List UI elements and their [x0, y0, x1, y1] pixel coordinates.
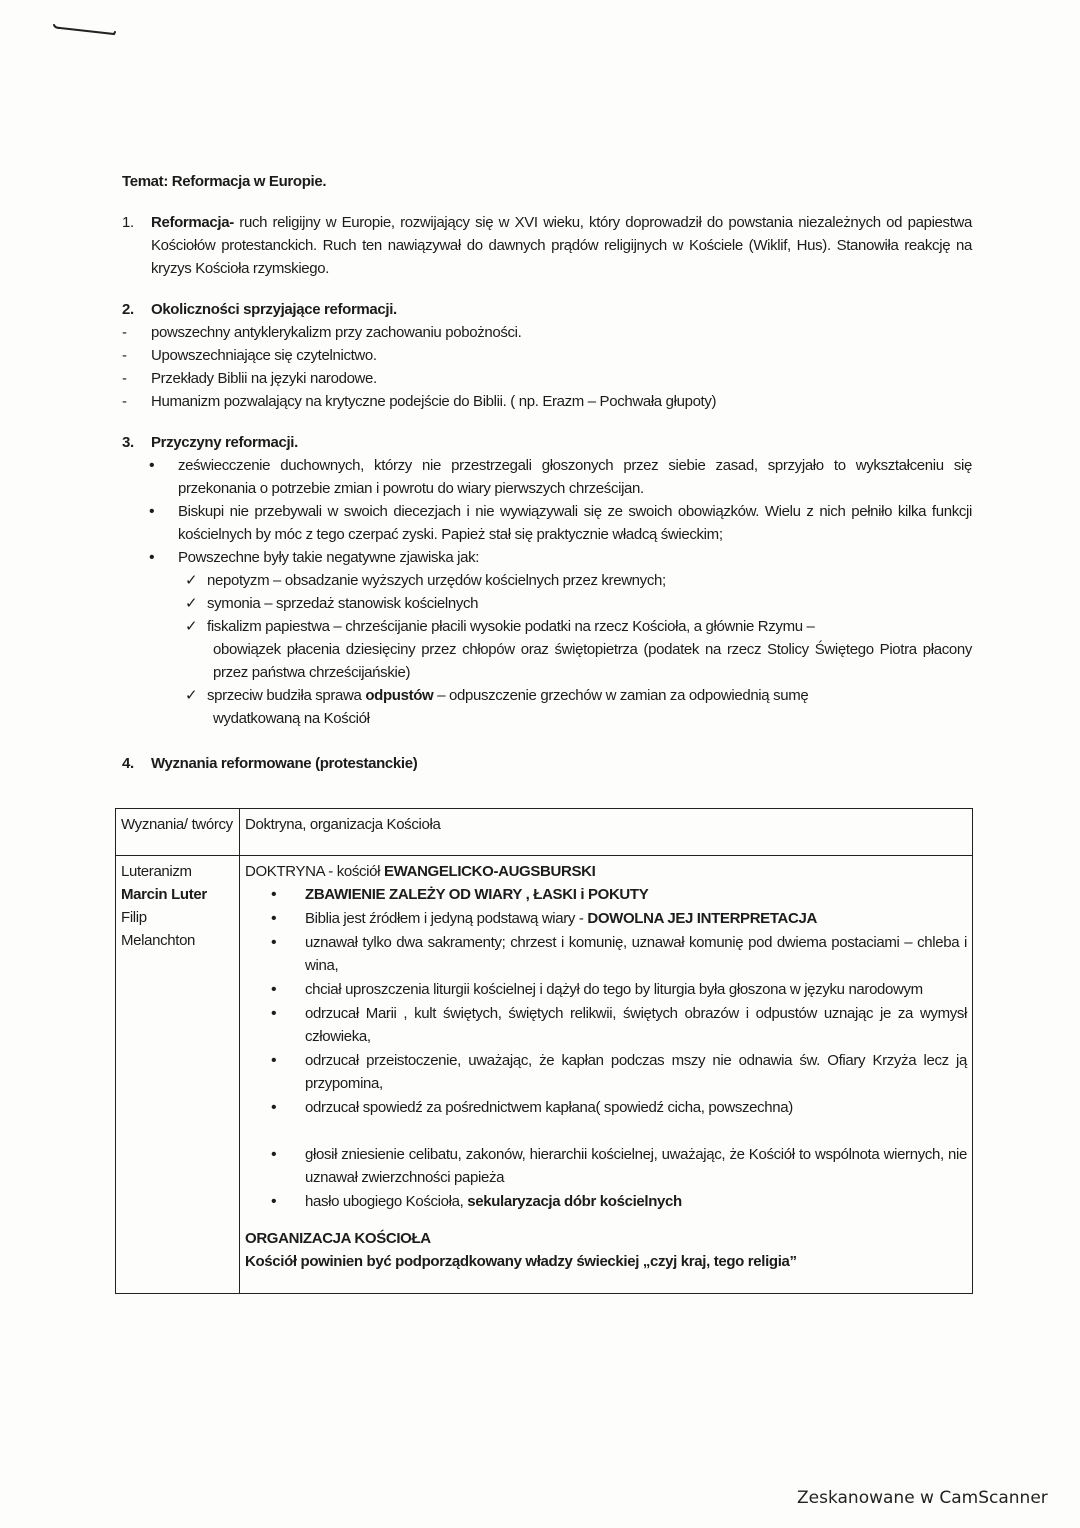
- bullet-icon: •: [271, 981, 277, 998]
- list-item: • ZBAWIENIE ZALEŻY OD WIARY , ŁASKI i POKUTY: [271, 883, 967, 906]
- list-item: • chciał uproszczenia liturgii kościelnej i dążył do tego by liturgia była głoszona w języku narodowym: [271, 978, 967, 1001]
- list-item: • hasło ubogiego Kościoła, sekularyzacja dóbr kościelnych: [271, 1190, 967, 1213]
- checkmark-icon: ✓: [185, 618, 198, 635]
- bullet-icon: •: [271, 1052, 277, 1069]
- section-1: [122, 211, 972, 280]
- list-item: • odrzucał przeistoczenie, uważając, że kapłan podczas mszy nie odnawia św. Ofiary Krzyża lecz ją przypomina,: [271, 1049, 967, 1095]
- list-item: ✓ nepotyzm – obsadzanie wyższych urzędów kościelnych przez krewnych;: [185, 569, 972, 592]
- checkmark-icon: ✓: [185, 572, 198, 589]
- section-number: 4.: [122, 755, 134, 772]
- header-denominations: Wyznania/ twórcy: [116, 809, 240, 856]
- table-header-row: [116, 809, 973, 856]
- checkmark-icon: ✓: [185, 595, 198, 612]
- bullet-icon: •: [271, 934, 277, 951]
- dash-icon: -: [122, 324, 127, 341]
- table-row: [116, 856, 973, 1294]
- bullet-icon: •: [149, 457, 155, 474]
- negative-phenomena-list: [122, 569, 972, 730]
- organization-block: [245, 1227, 967, 1293]
- list-item: • odrzucał Marii , kult świętych, świętych relikwii, świętych obrazów i odpustów uznając je za wymysł człowieka,: [271, 1002, 967, 1048]
- bullet-icon: •: [271, 1005, 277, 1022]
- list-item: ✓ sprzeciw budziła sprawa odpustów – odpuszczenie grzechów w zamian za odpowiednią sumę wydatkowaną na Kościół: [185, 684, 972, 730]
- page-title: Temat: Reformacja w Europie.: [122, 173, 327, 190]
- section-2: [122, 298, 972, 413]
- list-item: • głosił zniesienie celibatu, zakonów, hierarchii kościelnej, uważając, że Kościół to wspólnota wiernych, nie uznawał zwierzchności papieża: [271, 1143, 967, 1189]
- term-reformacja: Reformacja-: [151, 214, 234, 231]
- bullet-icon: •: [271, 1193, 277, 1210]
- organization-text: Kościół powinien być podporządkowany władzy świeckiej „czyj kraj, tego religia”: [245, 1253, 797, 1270]
- denominations-table: [115, 808, 973, 1294]
- section-number: 3.: [122, 434, 134, 451]
- list-item: - Przekłady Biblii na języki narodowe.: [122, 367, 972, 390]
- bullet-icon: •: [271, 1099, 277, 1116]
- document-page: [122, 170, 972, 793]
- section-heading: Wyznania reformowane (protestanckie): [151, 755, 418, 772]
- list-item: • Biskupi nie przebywali w swoich diecezjach i nie wywiązywali się ze swoich obowiązków. Wielu z nich pełniło kilka funkcji kościelnych by móc z tego czerpać zyski. Papież stał się praktycznie władcą świeckim;: [149, 500, 972, 546]
- list-item: ✓ fiskalizm papiestwa – chrześcijanie płacili wysokie podatki na rzecz Kościoła, a głównie Rzymu – obowiązek płacenia dziesięciny przez chłopów oraz świętopietrza (podatek na rzecz Stolicy Świętego Piotra płacony przez państwa chrześcijańskie): [185, 615, 972, 684]
- denomination-cell: Luteranizm Marcin Luter Filip Melanchton: [116, 856, 240, 1294]
- section-number: 1.: [122, 214, 134, 231]
- dash-icon: -: [122, 370, 127, 387]
- pen-stroke-mark: [52, 22, 118, 36]
- bullet-icon: •: [149, 503, 155, 520]
- causes-list: [122, 454, 972, 569]
- bullet-icon: •: [271, 1146, 277, 1163]
- section-3: [122, 431, 972, 730]
- dash-icon: -: [122, 393, 127, 410]
- section-heading: Przyczyny reformacji.: [151, 434, 298, 451]
- list-item: - Humanizm pozwalający na krytyczne podejście do Biblii. ( np. Erazm – Pochwała głupoty): [122, 390, 972, 413]
- organization-heading: ORGANIZACJA KOŚCIOŁA: [245, 1230, 431, 1247]
- list-item: • odrzucał spowiedź za pośrednictwem kapłana( spowiedź cicha, powszechna): [271, 1096, 967, 1119]
- reformacja-definition: ruch religijny w Europie, rozwijający się w XVI wieku, który doprowadził do powstania niezależnych od papiestwa Kościołów protestanckich. Ruch ten nawiązywał do dawnych prądów religijnych w Kościele (Wiklif, Hus). Stanowiła reakcję na kryzys Kościoła rzymskiego.: [151, 214, 972, 277]
- list-item: ✓ symonia – sprzedaż stanowisk kościelnych: [185, 592, 972, 615]
- section-1-body: [151, 211, 972, 280]
- list-item: • zeświecczenie duchownych, którzy nie przestrzegali głoszonych przez siebie zasad, sprzyjało to wykształceniu się przekonania o potrzebie zmian i powrotu do wiary pierwszych chrześcijan.: [149, 454, 972, 500]
- list-item: - Upowszechniające się czytelnictwo.: [122, 344, 972, 367]
- list-item: • Powszechne były takie negatywne zjawiska jak:: [149, 546, 972, 569]
- section-heading: Okoliczności sprzyjające reformacji.: [151, 301, 397, 318]
- doctrine-heading: DOKTRYNA - kościół EWANGELICKO-AUGSBURSKI: [245, 863, 596, 880]
- doctrine-list: [245, 883, 967, 1213]
- section-number: 2.: [122, 301, 134, 318]
- dash-icon: -: [122, 347, 127, 364]
- bullet-icon: •: [271, 910, 277, 927]
- section-4: [122, 752, 972, 775]
- founder-name: Marcin Luter: [121, 886, 207, 903]
- list-item: • Biblia jest źródłem i jedyną podstawą wiary - DOWOLNA JEJ INTERPRETACJA: [271, 907, 967, 930]
- spacer: [271, 1120, 967, 1142]
- bullet-icon: •: [271, 886, 277, 903]
- doctrine-cell: [240, 856, 973, 1294]
- header-doctrine: Doktryna, organizacja Kościoła: [240, 809, 973, 856]
- bullet-icon: •: [149, 549, 155, 566]
- checkmark-icon: ✓: [185, 687, 198, 704]
- list-item: • uznawał tylko dwa sakramenty; chrzest i komunię, uznawał komunię pod dwiema postaciami – chleba i wina,: [271, 931, 967, 977]
- list-item: - powszechny antyklerykalizm przy zachowaniu pobożności.: [122, 321, 972, 344]
- camscanner-watermark: Zeskanowane w CamScanner: [797, 1488, 1048, 1508]
- favorable-circumstances-list: [122, 321, 972, 413]
